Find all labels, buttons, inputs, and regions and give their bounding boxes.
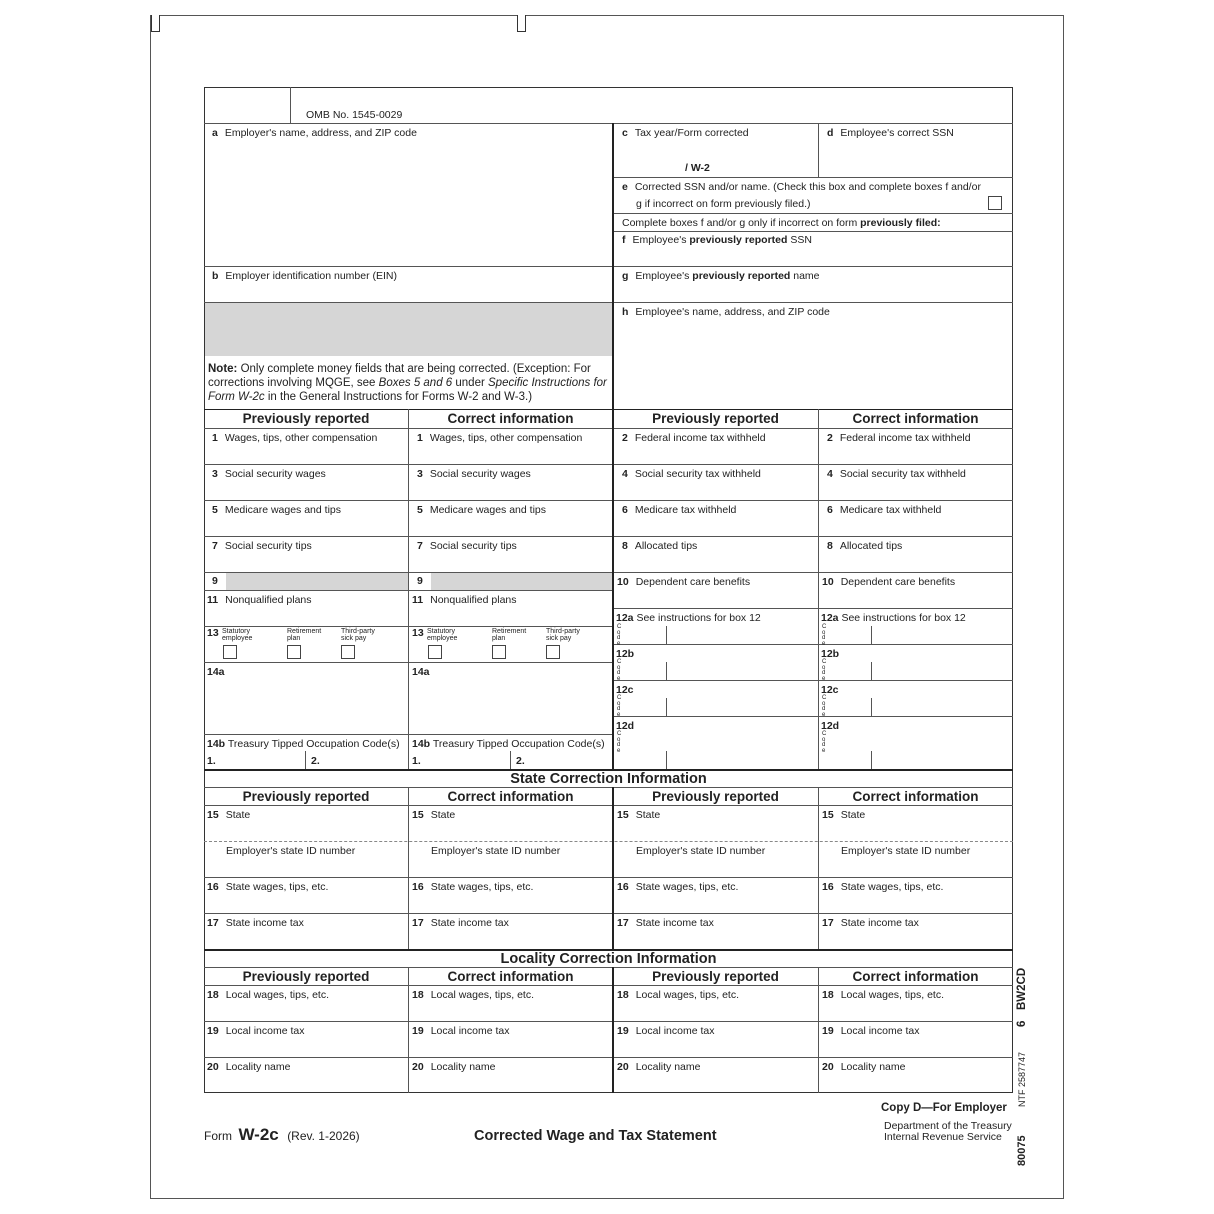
box6-corr: 6 Medicare tax withheld [827,504,942,516]
rule [204,266,1013,267]
box12a-corr: 12a See instructions for box 12 [821,612,966,624]
box19-local-tax: 19 Local income tax [822,1025,920,1037]
box14b-corr-code2: 2. [516,755,525,767]
complete-boxes-instruction: Complete boxes f and/or g only if incorrect on form previously filed: [622,217,941,229]
rule [408,967,409,1093]
box-e-checkbox[interactable] [988,196,1002,210]
header-correct-information: Correct information [852,969,979,984]
rule [204,913,1013,914]
rule [613,716,1013,717]
omb-number: OMB No. 1545-0029 [306,109,403,121]
box12c-corr: 12c [821,684,839,696]
rule [871,662,872,680]
rule [204,464,1013,465]
box20-locality-name: 20 Locality name [207,1061,291,1073]
rule [666,626,667,644]
header-previously-reported: Previously reported [652,789,779,804]
rule [613,608,1013,609]
box8-prev: 8 Allocated tips [622,540,698,552]
rule [818,967,819,1093]
box2-prev: 2 Federal income tax withheld [622,432,766,444]
box-h-label: h Employee's name, address, and ZIP code [622,306,830,318]
box-d-label: d Employee's correct SSN [827,127,954,139]
form-code-number: 6 [1016,1020,1028,1027]
box12b-prev: 12b [616,648,635,660]
box12d-corr: 12d [821,720,840,732]
statutory-label: Statutory employee [427,628,458,642]
rule [613,213,1013,214]
box6-prev: 6 Medicare tax withheld [622,504,737,516]
header-correct-information: Correct information [447,789,574,804]
box12b-corr: 12b [821,648,840,660]
ntf-number: NTF 2587747 [1017,1051,1027,1107]
third-party-label: Third-party sick pay [341,628,375,642]
shaded-area [205,303,612,356]
rule [871,698,872,716]
box-g-label: g Employee's previously reported name [622,270,820,282]
state-id-label: Employer's state ID number [841,845,971,857]
form-identifier: Form W-2c (Rev. 1-2026) [204,1125,360,1144]
box18-local-wages: 18 Local wages, tips, etc. [822,989,944,1001]
rule [204,967,1013,968]
state-id-label: Employer's state ID number [636,845,766,857]
rule [613,680,1013,681]
box12a-prev: 12a See instructions for box 12 [616,612,761,624]
box9-corr: 9 [417,575,423,587]
box16-state-wages: 16 State wages, tips, etc. [617,881,739,893]
rule [290,87,291,123]
header-correct-information: Correct information [852,411,979,426]
box14b-corr-code1: 1. [412,755,421,767]
state-section-title: State Correction Information [510,771,707,787]
state-id-label: Employer's state ID number [431,845,561,857]
rule [204,877,1013,878]
note-text: Note: Only complete money fields that are being corrected. (Exception: For corrections involving MQGE, see Boxes 5 and 6 under Specific Instructions for Form W-2c in the General Instructions for Forms W-2 and W-3.) [208,363,607,403]
box15-state: 15 State [822,809,866,821]
third-party-label: Third-party sick pay [546,628,580,642]
code-label: C o d e [617,659,622,682]
box11-prev: 11 Nonqualified plans [207,594,312,606]
box14b-prev-code1: 1. [207,755,216,767]
rule [204,123,1013,124]
box-c-label: c Tax year/Form corrected [622,127,749,139]
form-code: BW2CD [1016,967,1028,1010]
rule [408,409,409,769]
rule [204,500,1013,501]
box16-state-wages: 16 State wages, tips, etc. [207,881,329,893]
box16-state-wages: 16 State wages, tips, etc. [822,881,944,893]
header-correct-information: Correct information [447,411,574,426]
third-party-checkbox-corr[interactable] [546,645,560,659]
rule [204,787,1013,788]
rule [408,787,409,949]
statutory-label: Statutory employee [222,628,253,642]
box20-locality-name: 20 Locality name [822,1061,906,1073]
box7-corr: 7 Social security tips [417,540,517,552]
irs-department: Department of the Treasury Internal Revenue Service [884,1120,1012,1143]
header-correct-information: Correct information [447,969,574,984]
box20-locality-name: 20 Locality name [617,1061,701,1073]
box9-prev: 9 [212,575,218,587]
box18-local-wages: 18 Local wages, tips, etc. [207,989,329,1001]
code-label: C o d e [822,659,827,682]
statutory-checkbox-corr[interactable] [428,645,442,659]
box14a-prev: 14a [207,666,225,678]
rule [871,751,872,769]
box3-prev: 3 Social security wages [212,468,326,480]
rule [204,1021,1013,1022]
box12d-prev: 12d [616,720,635,732]
perforation-notch-center [517,15,526,32]
box16-state-wages: 16 State wages, tips, etc. [412,881,534,893]
box19-local-tax: 19 Local income tax [412,1025,510,1037]
box18-local-wages: 18 Local wages, tips, etc. [412,989,534,1001]
box17-state-tax: 17 State income tax [822,917,919,929]
rule [612,967,614,1093]
box19-local-tax: 19 Local income tax [207,1025,305,1037]
header-previously-reported: Previously reported [652,411,779,426]
box14a-corr: 14a [412,666,430,678]
form-title: Corrected Wage and Tax Statement [474,1128,717,1144]
state-id-label: Employer's state ID number [226,845,356,857]
rule [871,626,872,644]
rule [204,805,1013,806]
box7-prev: 7 Social security tips [212,540,312,552]
box4-corr: 4 Social security tax withheld [827,468,966,480]
rule [613,177,1013,178]
box9-shaded-prev [226,573,408,590]
locality-section-title: Locality Correction Information [500,951,717,967]
rule [204,536,1013,537]
rule [818,123,819,177]
box19-local-tax: 19 Local income tax [617,1025,715,1037]
box20-locality-name: 20 Locality name [412,1061,496,1073]
box14b-prev: 14b Treasury Tipped Occupation Code(s) [207,738,400,750]
box14b-corr: 14b Treasury Tipped Occupation Code(s) [412,738,605,750]
rule [612,123,614,769]
rule [204,428,1013,429]
box17-state-tax: 17 State income tax [207,917,304,929]
box15-state: 15 State [207,809,251,821]
rule [666,751,667,769]
header-previously-reported: Previously reported [242,969,370,984]
retirement-checkbox-corr[interactable] [492,645,506,659]
box3-corr: 3 Social security wages [417,468,531,480]
box17-state-tax: 17 State income tax [412,917,509,929]
dashed-rule [204,841,1013,842]
statutory-checkbox-prev[interactable] [223,645,237,659]
box11-corr: 11 Nonqualified plans [412,594,517,606]
box4-prev: 4 Social security tax withheld [622,468,761,480]
retirement-label: Retirement plan [492,628,527,642]
box8-corr: 8 Allocated tips [827,540,903,552]
header-previously-reported: Previously reported [652,969,779,984]
box-f-label: f Employee's previously reported SSN [622,234,812,246]
code-label: C o d e [822,695,827,718]
box14b-prev-code2: 2. [311,755,320,767]
rule [818,787,819,949]
box-a-label: a Employer's name, address, and ZIP code [212,127,417,139]
retirement-checkbox-prev[interactable] [287,645,301,659]
product-number: 80075 [1016,1135,1028,1166]
header-correct-information: Correct information [852,789,979,804]
box9-shaded-corr [431,573,612,590]
rule [510,751,511,769]
box-c-form: / W-2 [685,162,710,174]
third-party-checkbox-prev[interactable] [341,645,355,659]
box15-state: 15 State [412,809,456,821]
box-b-label: b Employer identification number (EIN) [212,270,397,282]
copy-designation: Copy D—For Employer [881,1102,1007,1114]
code-label: C o d e [617,624,622,647]
box15-state: 15 State [617,809,661,821]
box12c-prev: 12c [616,684,634,696]
box-e-label: e Corrected SSN and/or name. (Check this box and complete boxes f and/or [622,181,981,193]
box5-prev: 5 Medicare wages and tips [212,504,341,516]
rule [612,787,614,949]
box10-corr: 10 Dependent care benefits [822,576,956,588]
retirement-label: Retirement plan [287,628,322,642]
rule [666,662,667,680]
rule [204,409,1013,410]
rule [204,985,1013,986]
header-previously-reported: Previously reported [242,789,370,804]
rule [818,409,819,769]
code-label: C o d e [617,695,622,718]
rule [613,231,1013,232]
header-previously-reported: Previously reported [242,411,370,426]
box13-prev: 13 [207,627,219,639]
code-label: C o d e [822,624,827,647]
box10-prev: 10 Dependent care benefits [617,576,751,588]
box-e-label-2: g if incorrect on form previously filed.) [636,198,811,210]
box1-corr: 1 Wages, tips, other compensation [417,432,583,444]
rule [204,1057,1013,1058]
box5-corr: 5 Medicare wages and tips [417,504,546,516]
rule [613,644,1013,645]
perforation-notch-left [151,15,160,32]
code-label: C o d e [617,731,622,754]
box1-prev: 1 Wages, tips, other compensation [212,432,378,444]
rule [305,751,306,769]
code-label: C o d e [822,731,827,754]
rule [666,698,667,716]
box13-corr: 13 [412,627,424,639]
box18-local-wages: 18 Local wages, tips, etc. [617,989,739,1001]
box2-corr: 2 Federal income tax withheld [827,432,971,444]
box17-state-tax: 17 State income tax [617,917,714,929]
